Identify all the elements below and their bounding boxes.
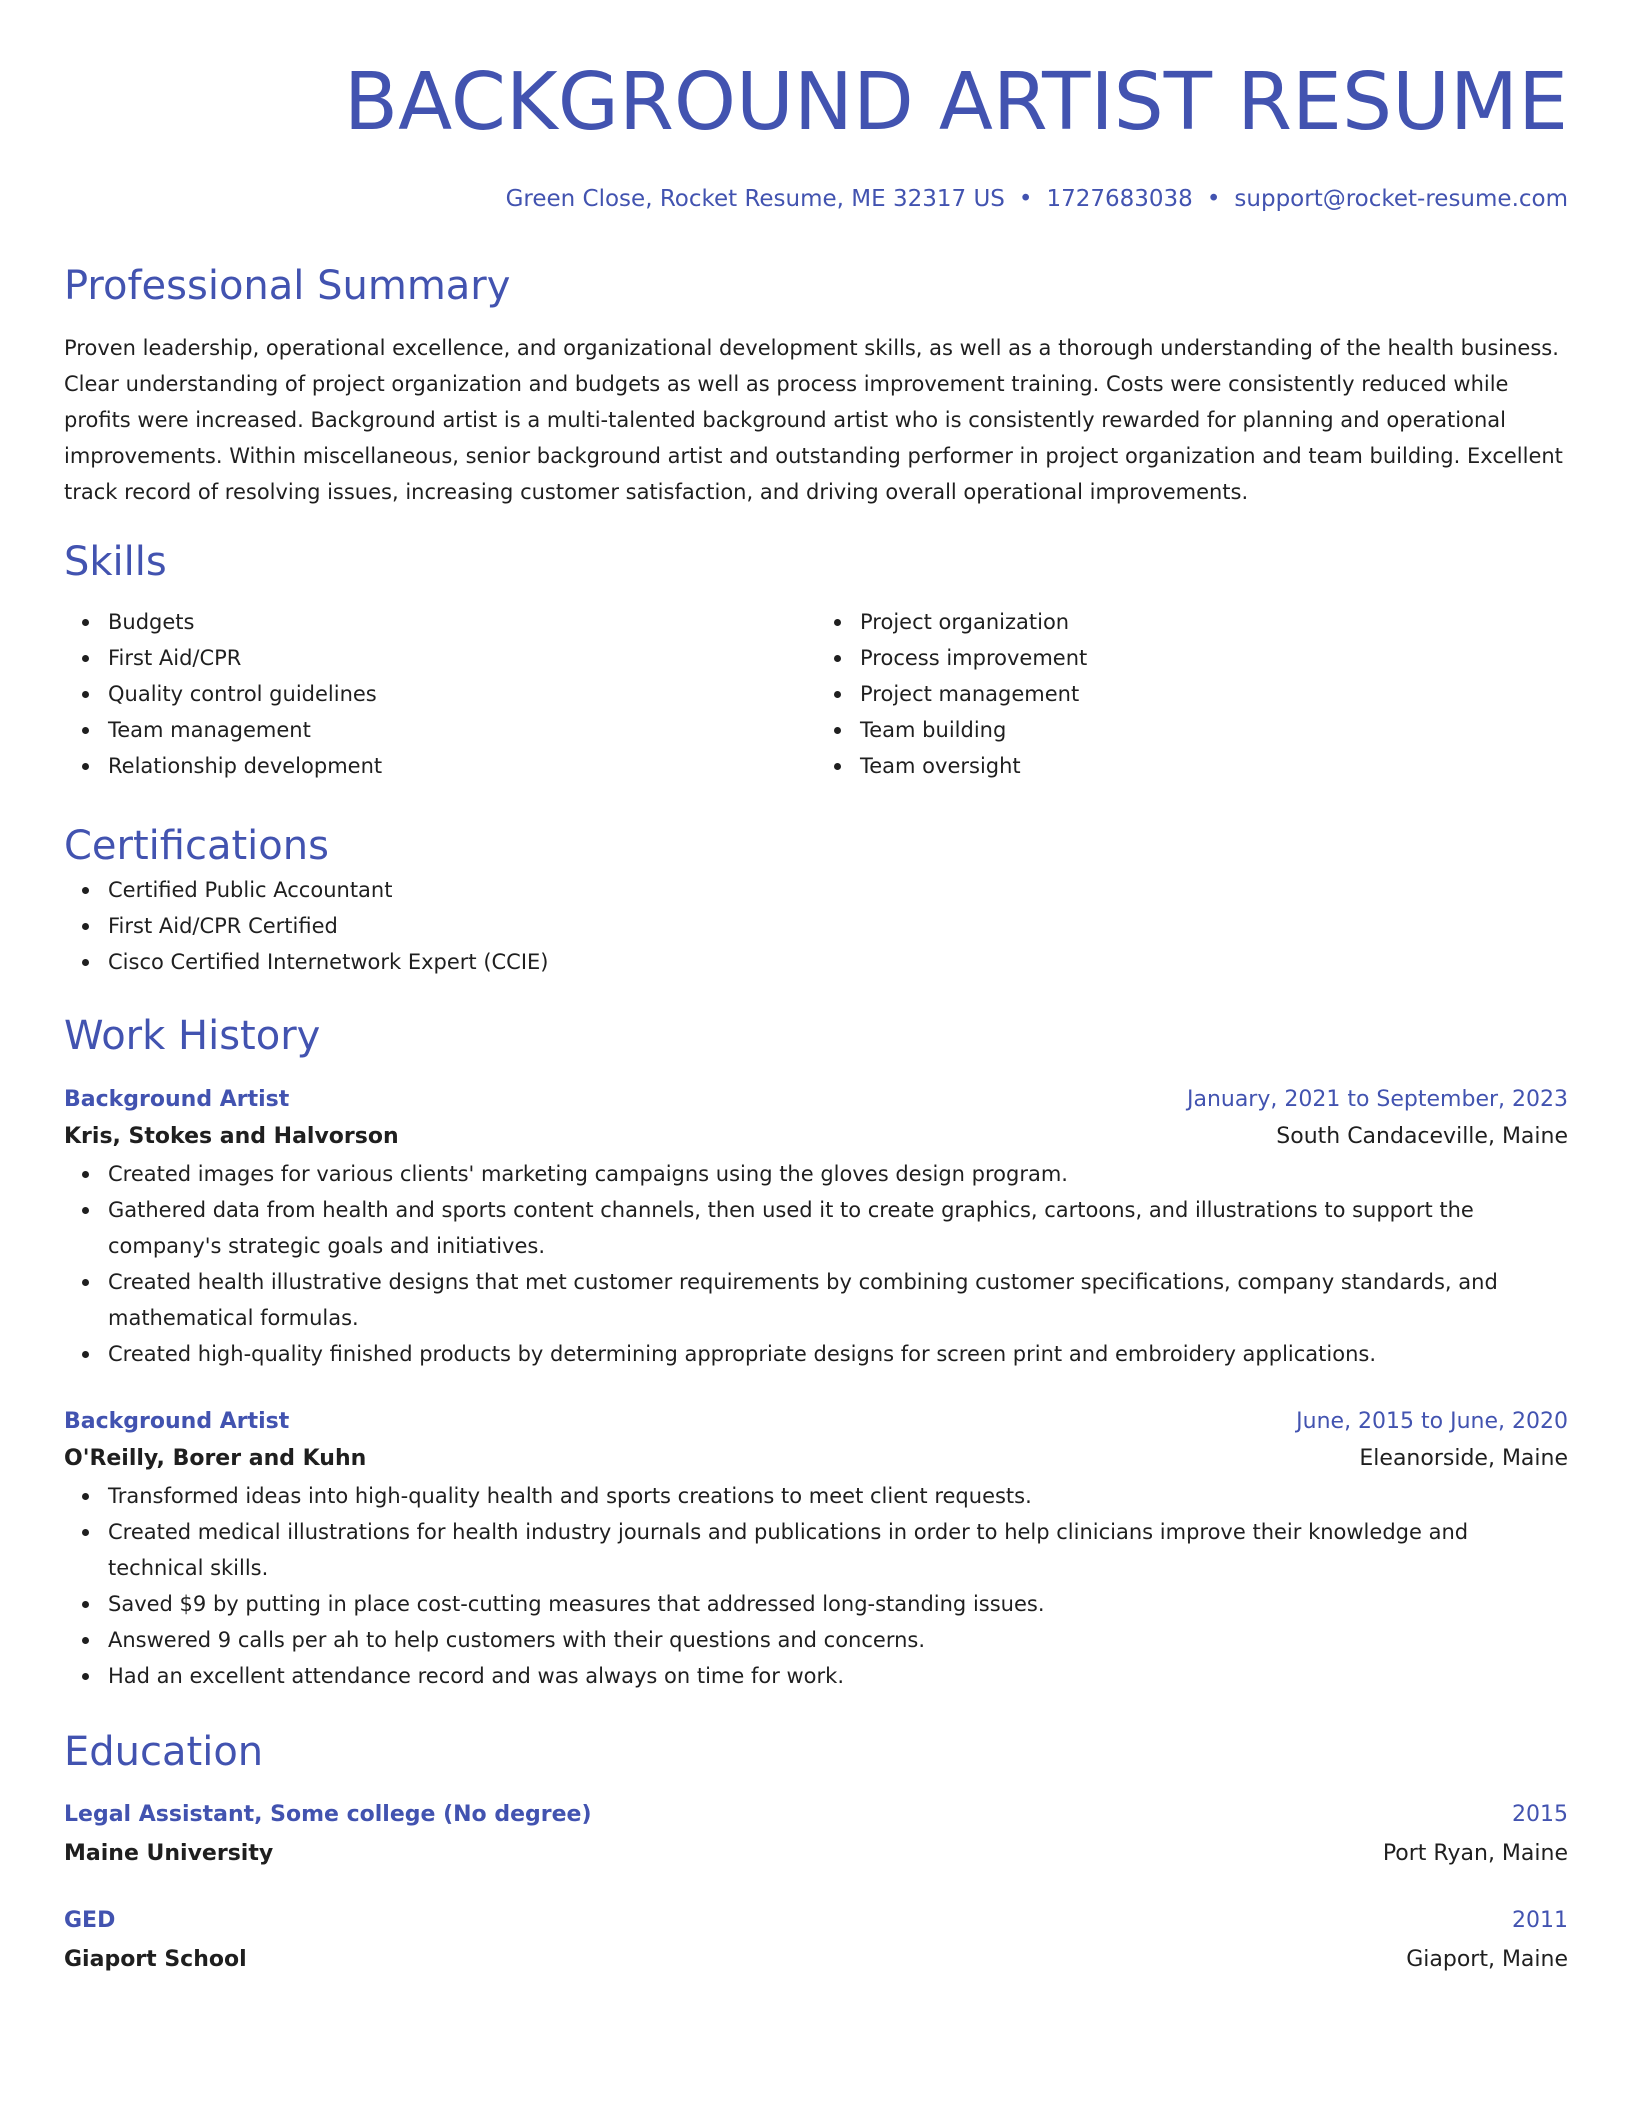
- job-company-row: [64, 1118, 1568, 1156]
- education-school-row: [64, 1940, 1568, 1980]
- job-location: South Candaceville, Maine: [1276, 1124, 1568, 1149]
- education-location: Port Ryan, Maine: [1382, 1841, 1568, 1866]
- contact-address: Green Close, Rocket Resume, ME 32317 US: [505, 186, 1005, 212]
- skills-heading: Skills: [64, 539, 167, 585]
- job-title: Background Artist: [64, 1087, 290, 1112]
- resume-name: BACKGROUND ARTIST RESUME: [343, 56, 1568, 148]
- job-duty-item: Saved $9 by putting in place cost-cutting measures that addressed long-standing issues.: [108, 1586, 1568, 1622]
- job-duties-list: [64, 1156, 1568, 1372]
- job-title: Background Artist: [64, 1409, 290, 1434]
- skills-list-right: [816, 604, 1568, 784]
- job-entry: [64, 1082, 1568, 1372]
- education-year: 2015: [1512, 1802, 1568, 1827]
- job-duty-item: Created images for various clients' marketing campaigns using the gloves design program.: [108, 1156, 1568, 1192]
- skills-column-left: [64, 604, 816, 784]
- skill-item: Project management: [860, 676, 1568, 712]
- certification-item: Certified Public Accountant: [108, 872, 1568, 908]
- skill-item: Budgets: [108, 604, 816, 640]
- education-school-row: [64, 1834, 1568, 1874]
- work-history-heading: Work History: [64, 1013, 321, 1059]
- job-company: Kris, Stokes and Halvorson: [64, 1124, 399, 1149]
- skill-item: First Aid/CPR: [108, 640, 816, 676]
- job-duties-list: [64, 1478, 1568, 1694]
- skill-item: Relationship development: [108, 748, 816, 784]
- job-duty-item: Created high-quality finished products by determining appropriate designs for screen print and embroidery applications.: [108, 1336, 1568, 1372]
- job-duty-item: Gathered data from health and sports content channels, then used it to create graphics, cartoons, and illustrations to support the company's strategic goals and initiatives.: [108, 1192, 1568, 1264]
- education-school: Giaport School: [64, 1947, 247, 1972]
- skill-item: Team building: [860, 712, 1568, 748]
- job-title-row: [64, 1082, 1568, 1118]
- education-degree-row: [64, 1902, 1568, 1940]
- contact-line: [64, 184, 1568, 214]
- contact-email[interactable]: support@rocket-resume.com: [1234, 186, 1568, 212]
- certification-item: Cisco Certified Internetwork Expert (CCIE): [108, 944, 1568, 980]
- job-dates: January, 2021 to September, 2023: [1186, 1087, 1568, 1112]
- education-year: 2011: [1512, 1908, 1568, 1933]
- contact-separator: •: [1206, 186, 1221, 212]
- skill-item: Process improvement: [860, 640, 1568, 676]
- job-duty-item: Transformed ideas into high-quality health and sports creations to meet client requests.: [108, 1478, 1568, 1514]
- contact-separator: •: [1018, 186, 1033, 212]
- skill-item: Project organization: [860, 604, 1568, 640]
- job-title-row: [64, 1404, 1568, 1440]
- education-degree: GED: [64, 1908, 116, 1933]
- education-degree: Legal Assistant, Some college (No degree): [64, 1802, 592, 1827]
- skill-item: Team oversight: [860, 748, 1568, 784]
- education-school: Maine University: [64, 1841, 274, 1866]
- certification-item: First Aid/CPR Certified: [108, 908, 1568, 944]
- contact-phone: 1727683038: [1046, 186, 1193, 212]
- summary-heading: Professional Summary: [64, 263, 511, 309]
- skill-item: Quality control guidelines: [108, 676, 816, 712]
- job-entry: [64, 1404, 1568, 1694]
- job-company-row: [64, 1440, 1568, 1478]
- job-duty-item: Created medical illustrations for health industry journals and publications in order to help clinicians improve their knowledge and technical skills.: [108, 1514, 1568, 1586]
- job-company: O'Reilly, Borer and Kuhn: [64, 1446, 367, 1471]
- skill-item: Team management: [108, 712, 816, 748]
- skills-list-left: [64, 604, 816, 784]
- job-dates: June, 2015 to June, 2020: [1296, 1409, 1568, 1434]
- education-entry: [64, 1796, 1568, 1874]
- job-duty-item: Had an excellent attendance record and was always on time for work.: [108, 1658, 1568, 1694]
- resume-header: [64, 56, 1568, 214]
- education-heading: Education: [64, 1729, 264, 1775]
- education-degree-row: [64, 1796, 1568, 1834]
- certifications-heading: Certifications: [64, 823, 329, 869]
- certifications-list: [64, 872, 1568, 980]
- job-duty-item: Created health illustrative designs that met customer requirements by combining customer specifications, company standards, and mathematical formulas.: [108, 1264, 1568, 1336]
- job-location: Eleanorside, Maine: [1359, 1446, 1568, 1471]
- education-entry: [64, 1902, 1568, 1980]
- skills-columns: [64, 604, 1568, 784]
- job-duty-item: Answered 9 calls per ah to help customers with their questions and concerns.: [108, 1622, 1568, 1658]
- education-location: Giaport, Maine: [1406, 1947, 1568, 1972]
- skills-column-right: [816, 604, 1568, 784]
- summary-text: Proven leadership, operational excellence, and organizational development skills, as well as a thorough understanding of the health business. Clear understanding of project organization and budgets as well as process improvement training. Costs were consistently reduced while profits were increased. Background artist is a multi-talented background artist who is consistently rewarded for planning and operational improvements. Within miscellaneous, senior background artist and outstanding performer in project organization and team building. Excellent track record of resolving issues, increasing customer satisfaction, and driving overall operational improvements.: [64, 336, 1563, 504]
